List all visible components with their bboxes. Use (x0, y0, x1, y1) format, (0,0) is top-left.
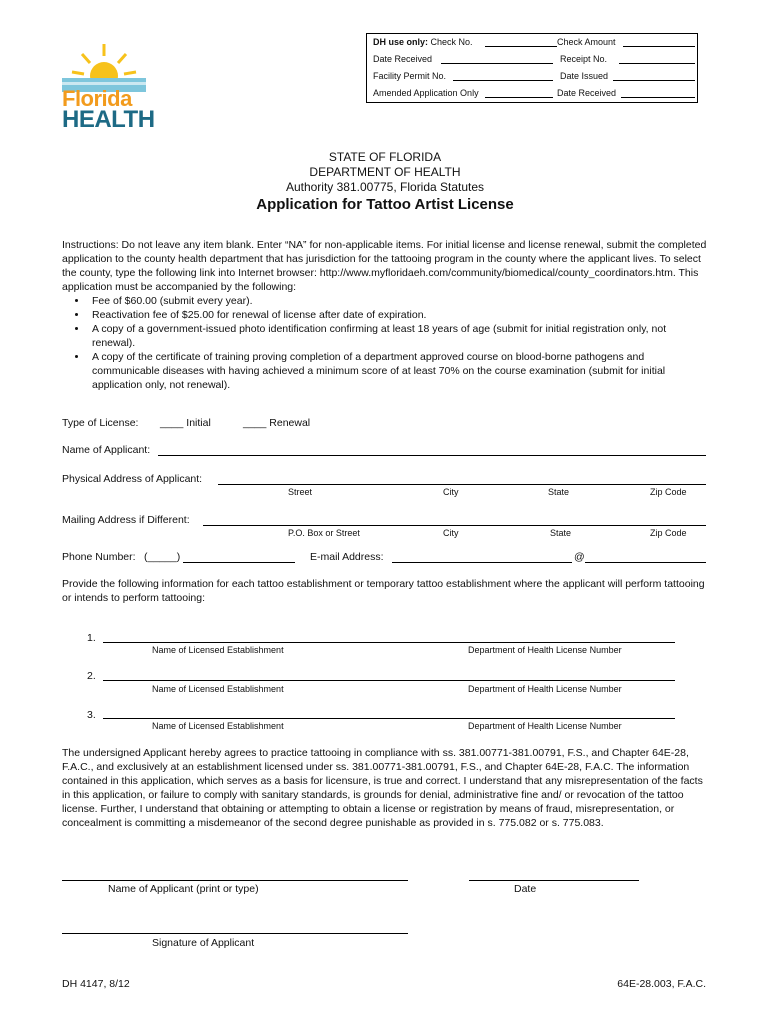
facility-permit-label: Facility Permit No. (373, 71, 447, 81)
rule-citation: 64E-28.003, F.A.C. (617, 978, 706, 990)
page-title: Application for Tattoo Artist License (256, 196, 514, 213)
list-item: • Fee of $60.00 (submit every year). (88, 294, 712, 308)
signature-line[interactable] (62, 933, 408, 934)
establishment-name-caption: Name of Licensed Establishment (152, 645, 284, 655)
establishment-number: 1. (87, 632, 96, 644)
requirements-list (62, 294, 712, 392)
establishment-name-caption: Name of Licensed Establishment (152, 721, 284, 731)
email-address-label: E-mail Address: (310, 551, 384, 563)
check-no-label: Check No. (430, 37, 473, 47)
phone-number-field[interactable] (183, 562, 295, 563)
email-user-field[interactable] (392, 562, 572, 563)
date-issued-field[interactable] (613, 80, 695, 81)
list-item: • Reactivation fee of $25.00 for renewal of license after date of expiration. (88, 308, 712, 322)
state-caption: State (550, 528, 572, 538)
establishment-name-caption: Name of Licensed Establishment (152, 684, 284, 694)
establishment-3-field[interactable] (103, 718, 675, 719)
date-received-2-field[interactable] (621, 97, 695, 98)
name-of-applicant-field[interactable] (158, 455, 706, 456)
street-caption: Street (288, 487, 313, 497)
logo-word-florida: Florida (62, 86, 132, 111)
email-at-sign: @ (574, 551, 585, 563)
phone-number-label: Phone Number: (62, 551, 136, 563)
list-item: • A copy of the certificate of training proving completion of a department approved course on blood-borne pathogens and communicable diseases with having achieved a minimum score of at least 70% on the course examination (submit for initial application only, not renewal). (88, 350, 712, 392)
amended-application-field[interactable] (485, 97, 553, 98)
physical-address-field[interactable] (218, 484, 706, 485)
agreement-statement: The undersigned Applicant hereby agrees to practice tattooing in compliance with ss. 381.00771-381.00791, F.S., and Chapter 64E-28, F.A.C., and exclusively at an establishment licensed under ss. 381.00771-381.00791, F.S., and Chapter 64E-28, F.A.C. The information contained in this application, which serves as a basis for licensure, is true and correct. I understand that any misrepresentation of the facts in this application, or failure to comply with sanitary standards, is grounds for denial, administrative fine and/ or revocation of the tattoo license. Further, I understand that obtaining or attempting to obtain a license or registration by means of fraud, misrepresentation, or concealment is committing a misdemeanor of the second degree punishable as provided in s. 775.082 or s. 775.083. (62, 747, 703, 829)
mailing-address-label: Mailing Address if Different: (62, 514, 190, 526)
amended-application-label: Amended Application Only (373, 88, 479, 98)
office-use-box (366, 33, 698, 103)
license-number-caption: Department of Health License Number (468, 721, 622, 731)
dh-use-only-label: DH use only: (373, 37, 429, 47)
establishment-number: 3. (87, 709, 96, 721)
name-of-applicant-label: Name of Applicant: (62, 444, 151, 456)
receipt-no-field[interactable] (619, 63, 695, 64)
list-item: • A copy of a government-issued photo identification confirming at least 18 years of age (submit for initial registration only, not renewal). (88, 322, 712, 350)
establishment-1-field[interactable] (103, 642, 675, 643)
license-number-caption: Department of Health License Number (468, 645, 622, 655)
department-heading: DEPARTMENT OF HEALTH (309, 165, 461, 179)
type-of-license-label: Type of License: (62, 417, 139, 429)
receipt-no-label: Receipt No. (560, 54, 608, 64)
establishment-number: 2. (87, 670, 96, 682)
zip-caption: Zip Code (650, 487, 687, 497)
signature-caption: Signature of Applicant (152, 937, 255, 949)
phone-area-code[interactable]: (_____) (144, 551, 181, 563)
establishments-intro: Provide the following information for each tattoo establishment or temporary tattoo establishment where the applicant will perform tattooing or intends to perform tattooing: (62, 578, 705, 604)
date-line[interactable] (469, 880, 639, 881)
state-caption: State (548, 487, 570, 497)
name-print-caption: Name of Applicant (print or type) (108, 883, 259, 895)
date-received-label: Date Received (373, 54, 433, 64)
date-received-2-label: Date Received (557, 88, 617, 98)
mailing-address-field[interactable] (203, 525, 706, 526)
florida-health-logo (62, 36, 155, 133)
applicant-name-line[interactable] (62, 880, 408, 881)
sun-icon (62, 36, 146, 92)
establishment-2-field[interactable] (103, 680, 675, 681)
instructions (62, 238, 712, 392)
authority-line: Authority 381.00775, Florida Statutes (285, 180, 485, 194)
date-issued-label: Date Issued (560, 71, 609, 81)
date-received-field[interactable] (441, 63, 553, 64)
date-caption: Date (514, 883, 537, 895)
zip-caption: Zip Code (650, 528, 687, 538)
initial-option[interactable]: ____ Initial (160, 417, 211, 429)
renewal-option[interactable]: ____ Renewal (243, 417, 311, 429)
logo-word-health: HEALTH (62, 106, 155, 133)
po-box-caption: P.O. Box or Street (288, 528, 360, 538)
check-amount-field[interactable] (623, 46, 695, 47)
physical-address-label: Physical Address of Applicant: (62, 473, 203, 485)
facility-permit-field[interactable] (453, 80, 553, 81)
check-amount-label: Check Amount (557, 37, 616, 47)
city-caption: City (443, 528, 459, 538)
email-domain-field[interactable] (585, 562, 706, 563)
state-heading: STATE OF FLORIDA (328, 150, 442, 164)
city-caption: City (443, 487, 459, 497)
instructions-text: Instructions: Do not leave any item blank. Enter “NA” for non-applicable items. For initial license and license renewal, submit the completed application to the county health department that has jurisdiction for the tattooing program in the county where the applicant lives. To select the county, type the following link into Internet browser: http://www.myfloridaeh.com/community/biomedical/county_coordinators.htm. This application must be accompanied by the following: (62, 239, 707, 293)
form-number: DH 4147, 8/12 (62, 978, 130, 990)
license-number-caption: Department of Health License Number (468, 684, 622, 694)
check-no-field[interactable] (485, 46, 557, 47)
